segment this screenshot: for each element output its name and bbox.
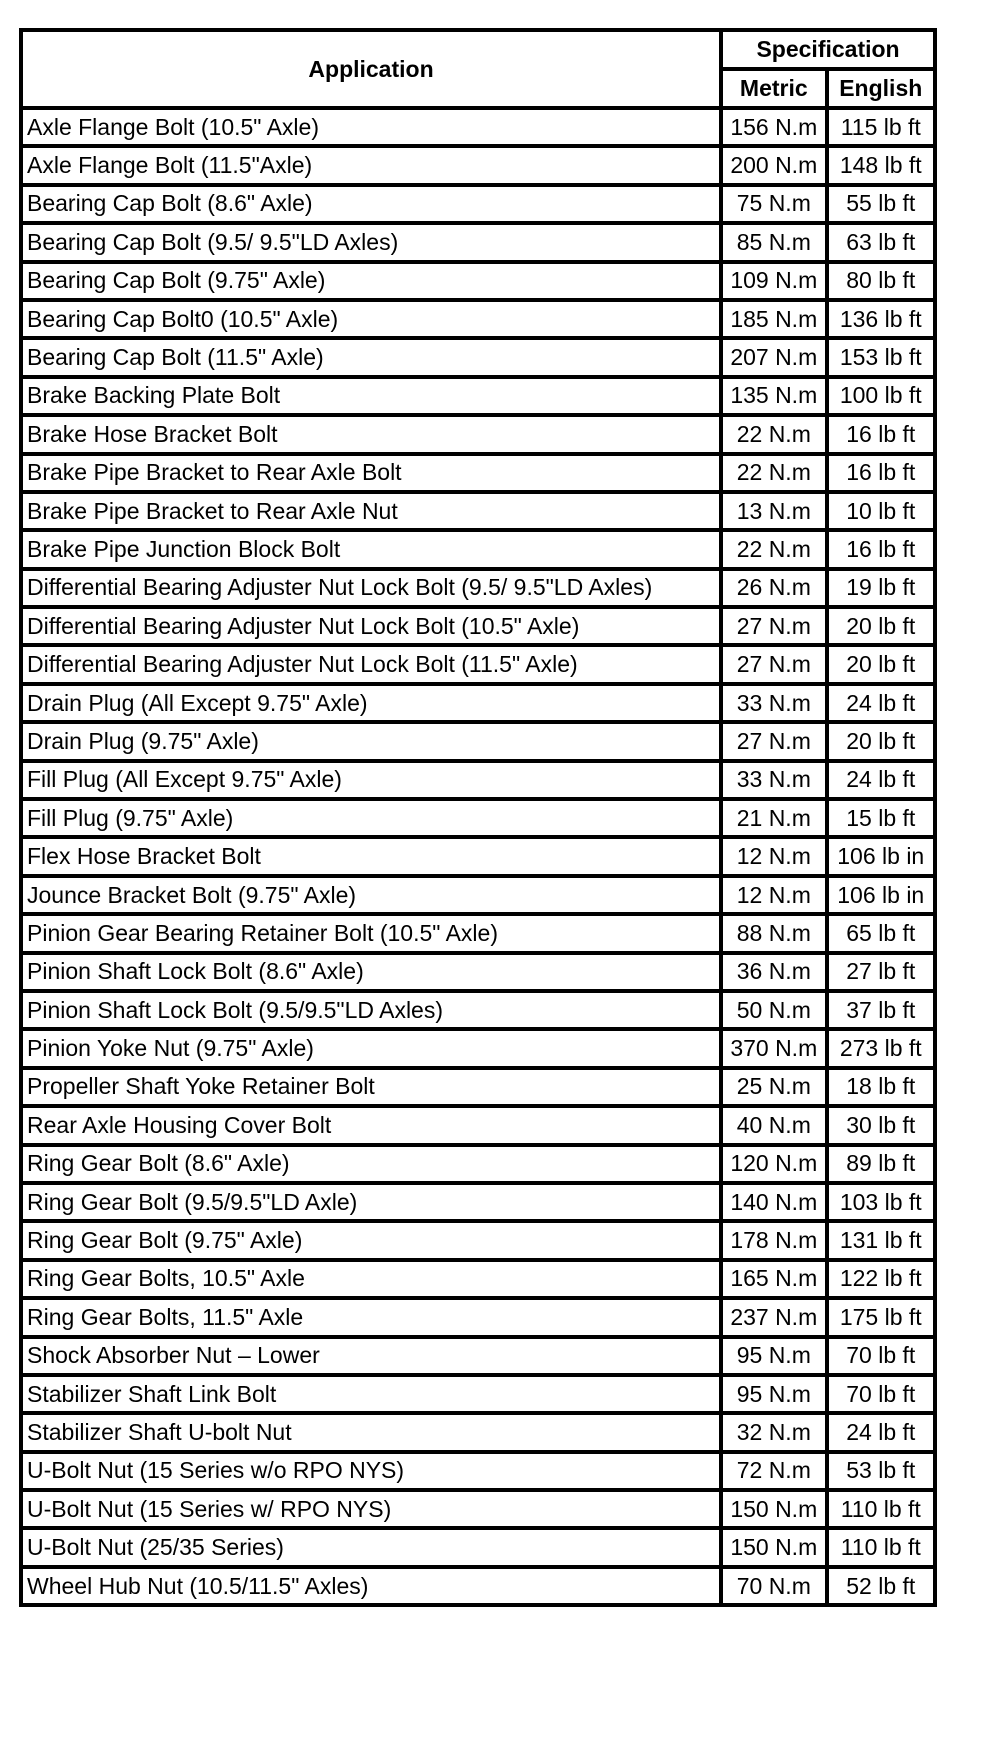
metric-cell: 200 N.m [721,146,826,184]
english-cell: 106 lb in [827,876,935,914]
metric-cell: 22 N.m [721,530,826,568]
application-cell: Rear Axle Housing Cover Bolt [21,1106,721,1144]
application-cell: Brake Pipe Junction Block Bolt [21,530,721,568]
table-row [21,876,935,914]
metric-cell: 95 N.m [721,1337,826,1375]
metric-cell: 21 N.m [721,799,826,837]
english-cell: 52 lb ft [827,1567,935,1605]
application-cell: Drain Plug (All Except 9.75" Axle) [21,684,721,722]
table-row [21,1260,935,1298]
english-cell: 15 lb ft [827,799,935,837]
english-cell: 53 lb ft [827,1452,935,1490]
table-row [21,146,935,184]
english-cell: 70 lb ft [827,1337,935,1375]
application-cell: Pinion Shaft Lock Bolt (9.5/9.5"LD Axles) [21,991,721,1029]
english-cell: 27 lb ft [827,953,935,991]
metric-cell: 237 N.m [721,1298,826,1336]
table-row [21,185,935,223]
metric-cell: 12 N.m [721,837,826,875]
english-cell: 16 lb ft [827,454,935,492]
table-row [21,1298,935,1336]
metric-cell: 150 N.m [721,1490,826,1528]
table-row [21,722,935,760]
table-row [21,799,935,837]
metric-cell: 95 N.m [721,1375,826,1413]
english-cell: 55 lb ft [827,185,935,223]
table-row [21,108,935,146]
application-cell: Stabilizer Shaft U-bolt Nut [21,1413,721,1451]
english-cell: 100 lb ft [827,377,935,415]
application-cell: Pinion Shaft Lock Bolt (8.6" Axle) [21,953,721,991]
table-row [21,1567,935,1605]
metric-cell: 120 N.m [721,1145,826,1183]
metric-cell: 22 N.m [721,454,826,492]
application-cell: Bearing Cap Bolt (9.5/ 9.5"LD Axles) [21,223,721,261]
table-header [21,30,935,108]
metric-cell: 165 N.m [721,1260,826,1298]
application-cell: Differential Bearing Adjuster Nut Lock Bolt (10.5" Axle) [21,607,721,645]
metric-cell: 27 N.m [721,607,826,645]
metric-cell: 27 N.m [721,645,826,683]
english-cell: 24 lb ft [827,761,935,799]
metric-cell: 40 N.m [721,1106,826,1144]
application-cell: Pinion Yoke Nut (9.75" Axle) [21,1029,721,1067]
metric-cell: 72 N.m [721,1452,826,1490]
table-row [21,1452,935,1490]
english-cell: 80 lb ft [827,262,935,300]
table-row [21,377,935,415]
application-cell: Flex Hose Bracket Bolt [21,837,721,875]
table-row [21,1106,935,1144]
english-cell: 273 lb ft [827,1029,935,1067]
application-cell: Drain Plug (9.75" Axle) [21,722,721,760]
metric-cell: 32 N.m [721,1413,826,1451]
metric-cell: 12 N.m [721,876,826,914]
table-row [21,684,935,722]
metric-cell: 370 N.m [721,1029,826,1067]
table-row [21,1337,935,1375]
application-cell: Bearing Cap Bolt (11.5" Axle) [21,338,721,376]
english-cell: 24 lb ft [827,1413,935,1451]
application-cell: Differential Bearing Adjuster Nut Lock Bolt (11.5" Axle) [21,645,721,683]
application-cell: Bearing Cap Bolt (8.6" Axle) [21,185,721,223]
application-cell: Differential Bearing Adjuster Nut Lock Bolt (9.5/ 9.5"LD Axles) [21,569,721,607]
table-row [21,530,935,568]
application-cell: Propeller Shaft Yoke Retainer Bolt [21,1068,721,1106]
english-cell: 65 lb ft [827,914,935,952]
english-cell: 175 lb ft [827,1298,935,1336]
table-row [21,991,935,1029]
metric-cell: 75 N.m [721,185,826,223]
english-cell: 16 lb ft [827,530,935,568]
application-cell: Wheel Hub Nut (10.5/11.5" Axles) [21,1567,721,1605]
header-metric: Metric [721,69,826,108]
application-cell: U-Bolt Nut (15 Series w/o RPO NYS) [21,1452,721,1490]
metric-cell: 70 N.m [721,1567,826,1605]
table-row [21,914,935,952]
application-cell: Bearing Cap Bolt0 (10.5" Axle) [21,300,721,338]
english-cell: 110 lb ft [827,1528,935,1566]
application-cell: Ring Gear Bolt (9.5/9.5"LD Axle) [21,1183,721,1221]
metric-cell: 36 N.m [721,953,826,991]
english-cell: 16 lb ft [827,415,935,453]
application-cell: Ring Gear Bolts, 10.5" Axle [21,1260,721,1298]
table-row [21,300,935,338]
english-cell: 10 lb ft [827,492,935,530]
english-cell: 24 lb ft [827,684,935,722]
table-row [21,262,935,300]
english-cell: 89 lb ft [827,1145,935,1183]
header-specification: Specification [721,30,935,69]
metric-cell: 207 N.m [721,338,826,376]
application-cell: Ring Gear Bolt (8.6" Axle) [21,1145,721,1183]
english-cell: 30 lb ft [827,1106,935,1144]
english-cell: 20 lb ft [827,722,935,760]
application-cell: Fill Plug (9.75" Axle) [21,799,721,837]
metric-cell: 185 N.m [721,300,826,338]
metric-cell: 140 N.m [721,1183,826,1221]
table-row [21,1145,935,1183]
table-row [21,953,935,991]
header-application: Application [21,30,721,108]
metric-cell: 13 N.m [721,492,826,530]
table-row [21,1528,935,1566]
application-cell: Brake Pipe Bracket to Rear Axle Bolt [21,454,721,492]
english-cell: 20 lb ft [827,645,935,683]
table-row [21,1413,935,1451]
header-english: English [827,69,935,108]
table-body [21,108,935,1605]
english-cell: 110 lb ft [827,1490,935,1528]
english-cell: 153 lb ft [827,338,935,376]
application-cell: Ring Gear Bolts, 11.5" Axle [21,1298,721,1336]
metric-cell: 33 N.m [721,761,826,799]
table-row [21,415,935,453]
table-row [21,1221,935,1259]
metric-cell: 27 N.m [721,722,826,760]
table-row [21,569,935,607]
metric-cell: 135 N.m [721,377,826,415]
application-cell: Stabilizer Shaft Link Bolt [21,1375,721,1413]
application-cell: U-Bolt Nut (25/35 Series) [21,1528,721,1566]
application-cell: Brake Backing Plate Bolt [21,377,721,415]
english-cell: 148 lb ft [827,146,935,184]
application-cell: Jounce Bracket Bolt (9.75" Axle) [21,876,721,914]
table-row [21,338,935,376]
english-cell: 106 lb in [827,837,935,875]
english-cell: 103 lb ft [827,1183,935,1221]
english-cell: 37 lb ft [827,991,935,1029]
table-row [21,607,935,645]
metric-cell: 25 N.m [721,1068,826,1106]
table-row [21,761,935,799]
table-row [21,837,935,875]
metric-cell: 109 N.m [721,262,826,300]
table-row [21,1183,935,1221]
metric-cell: 88 N.m [721,914,826,952]
application-cell: Brake Hose Bracket Bolt [21,415,721,453]
table-row [21,1490,935,1528]
english-cell: 63 lb ft [827,223,935,261]
table-row [21,1029,935,1067]
metric-cell: 150 N.m [721,1528,826,1566]
table-row [21,454,935,492]
english-cell: 115 lb ft [827,108,935,146]
table-row [21,645,935,683]
application-cell: U-Bolt Nut (15 Series w/ RPO NYS) [21,1490,721,1528]
english-cell: 18 lb ft [827,1068,935,1106]
metric-cell: 156 N.m [721,108,826,146]
application-cell: Pinion Gear Bearing Retainer Bolt (10.5" Axle) [21,914,721,952]
table-row [21,1068,935,1106]
application-cell: Axle Flange Bolt (11.5"Axle) [21,146,721,184]
english-cell: 131 lb ft [827,1221,935,1259]
english-cell: 19 lb ft [827,569,935,607]
english-cell: 20 lb ft [827,607,935,645]
english-cell: 70 lb ft [827,1375,935,1413]
application-cell: Fill Plug (All Except 9.75" Axle) [21,761,721,799]
english-cell: 122 lb ft [827,1260,935,1298]
english-cell: 136 lb ft [827,300,935,338]
application-cell: Brake Pipe Bracket to Rear Axle Nut [21,492,721,530]
metric-cell: 50 N.m [721,991,826,1029]
application-cell: Ring Gear Bolt (9.75" Axle) [21,1221,721,1259]
metric-cell: 178 N.m [721,1221,826,1259]
application-cell: Bearing Cap Bolt (9.75" Axle) [21,262,721,300]
table-row [21,492,935,530]
table-row [21,1375,935,1413]
metric-cell: 22 N.m [721,415,826,453]
torque-spec-table [19,28,937,1607]
metric-cell: 33 N.m [721,684,826,722]
table-row [21,223,935,261]
application-cell: Axle Flange Bolt (10.5" Axle) [21,108,721,146]
metric-cell: 26 N.m [721,569,826,607]
metric-cell: 85 N.m [721,223,826,261]
application-cell: Shock Absorber Nut – Lower [21,1337,721,1375]
